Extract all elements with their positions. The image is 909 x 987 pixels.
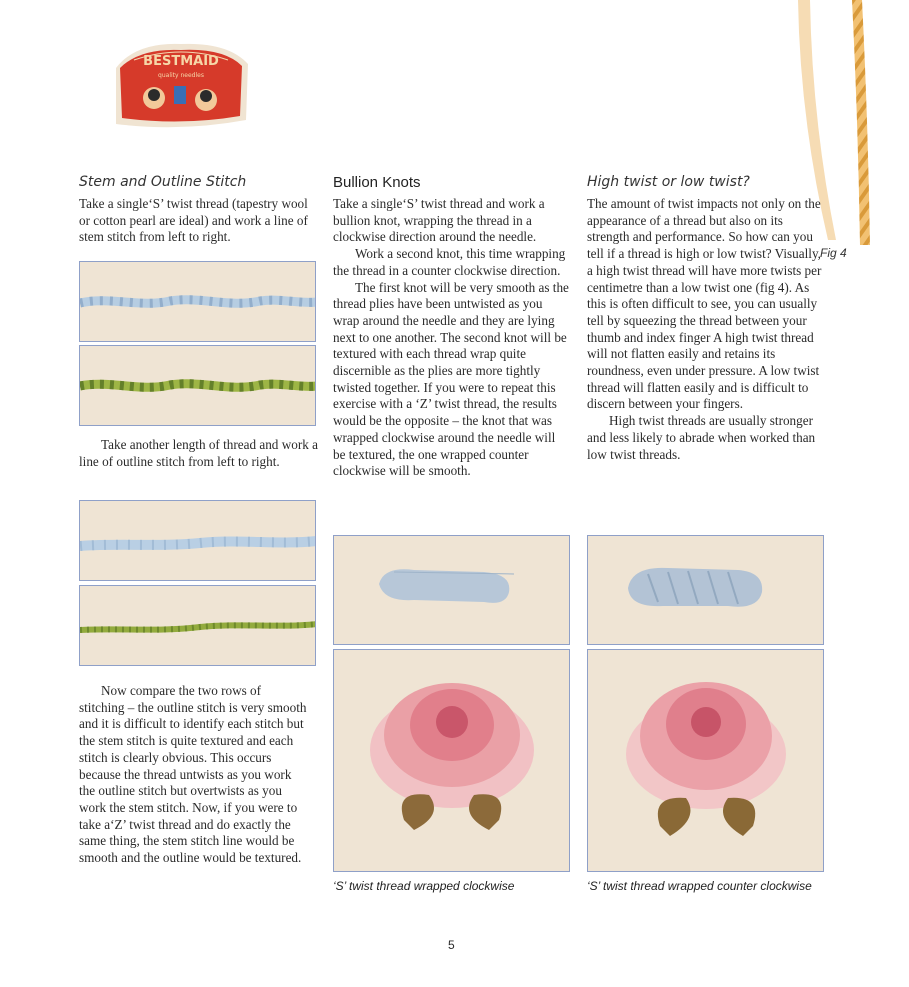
col2-text-1: Take a single‘S’ twist thread and work a bullion knot, wrapping the thread in a clockwise direction around the needle. [333,196,545,245]
col1-text-1: Take a single‘S’ twist thread (tapestry wool or cotton pearl are ideal) and work a line of stem stitch from left to right. [79,196,308,245]
col1-heading: Stem and Outline Stitch [79,174,247,190]
col2-body [333,196,571,480]
col3-body [587,196,825,463]
col1-para1 [79,196,319,246]
outline-stitch-photo-blue [79,500,316,581]
rose-counter-clockwise-photo [587,649,824,872]
needle-packet-image [106,38,256,133]
col3-heading: High twist or low twist? [587,174,750,190]
stem-stitch-photo-blue [79,261,316,342]
col1-text-3: Now compare the two rows of stitching – the outline stitch is very smooth and it is difficult to identify each stitch but the stem stitch is quite textured and each stitch is clearly obvious. This occurs because the thread untwists as you work the outline stitch but overtwists as you work the stem stitch. Now, if you were to take a‘Z’ twist thread and do exactly the same thing, the stem stitch line would be smooth and the outline would be textured. [79,683,307,866]
rose-clockwise-photo [333,649,570,872]
outline-stitch-photo-green [79,585,316,666]
fig-label: Fig 4 [820,246,847,260]
page-number: 5 [448,938,455,952]
caption-clockwise: ‘S’ twist thread wrapped clockwise [333,879,515,893]
col1-text-2: Take another length of thread and work a line of outline stitch from left to right. [79,437,318,469]
bullion-knot-clockwise-photo [333,535,570,645]
caption-counter-clockwise: ‘S’ twist thread wrapped counter clockwise [587,879,812,893]
bullion-knot-counter-clockwise-photo [587,535,824,645]
col1-para3 [79,683,307,867]
col3-text-2: High twist threads are usually stronger and less likely to abrade when worked than low twist threads. [587,413,816,462]
col1-para2 [79,437,319,470]
needle-packet-tagline: quality needles [158,72,204,79]
col2-text-3: The first knot will be very smooth as the thread plies have been untwisted as you wrap around the needle and they are lying next to one another. The second knot will be textured with each thread wrap quite discernible as the plies are more tightly twisted together. If you were to repeat this exercise with a ‘Z’ twist thread, the results would be the opposite – the knot that was wrapped clockwise around the needle will be textured, the one wrapped counter clockwise will be smooth. [333,279,569,479]
col2-heading: Bullion Knots [333,174,421,191]
needle-packet-brand: BESTMAID [143,54,219,69]
col3-text-1: The amount of twist impacts not only on the appearance of a thread but also on its strength and performance. So how can you tell if a thread is high or low twist? Visually, a high twist thread will have more twists per centimetre than a low twist one (fig 4). As this is often difficult to see, you can usually tell by squeezing the thread between your thumb and index finger A high twist thread will not flatten easily and retains its roundness, even under pressure. A low twist thread will flatten easily and is difficult to discern between your fingers. [587,196,822,412]
col2-text-2: Work a second knot, this time wrapping the thread in a counter clockwise direction. [333,246,566,278]
stem-stitch-photo-green [79,345,316,426]
